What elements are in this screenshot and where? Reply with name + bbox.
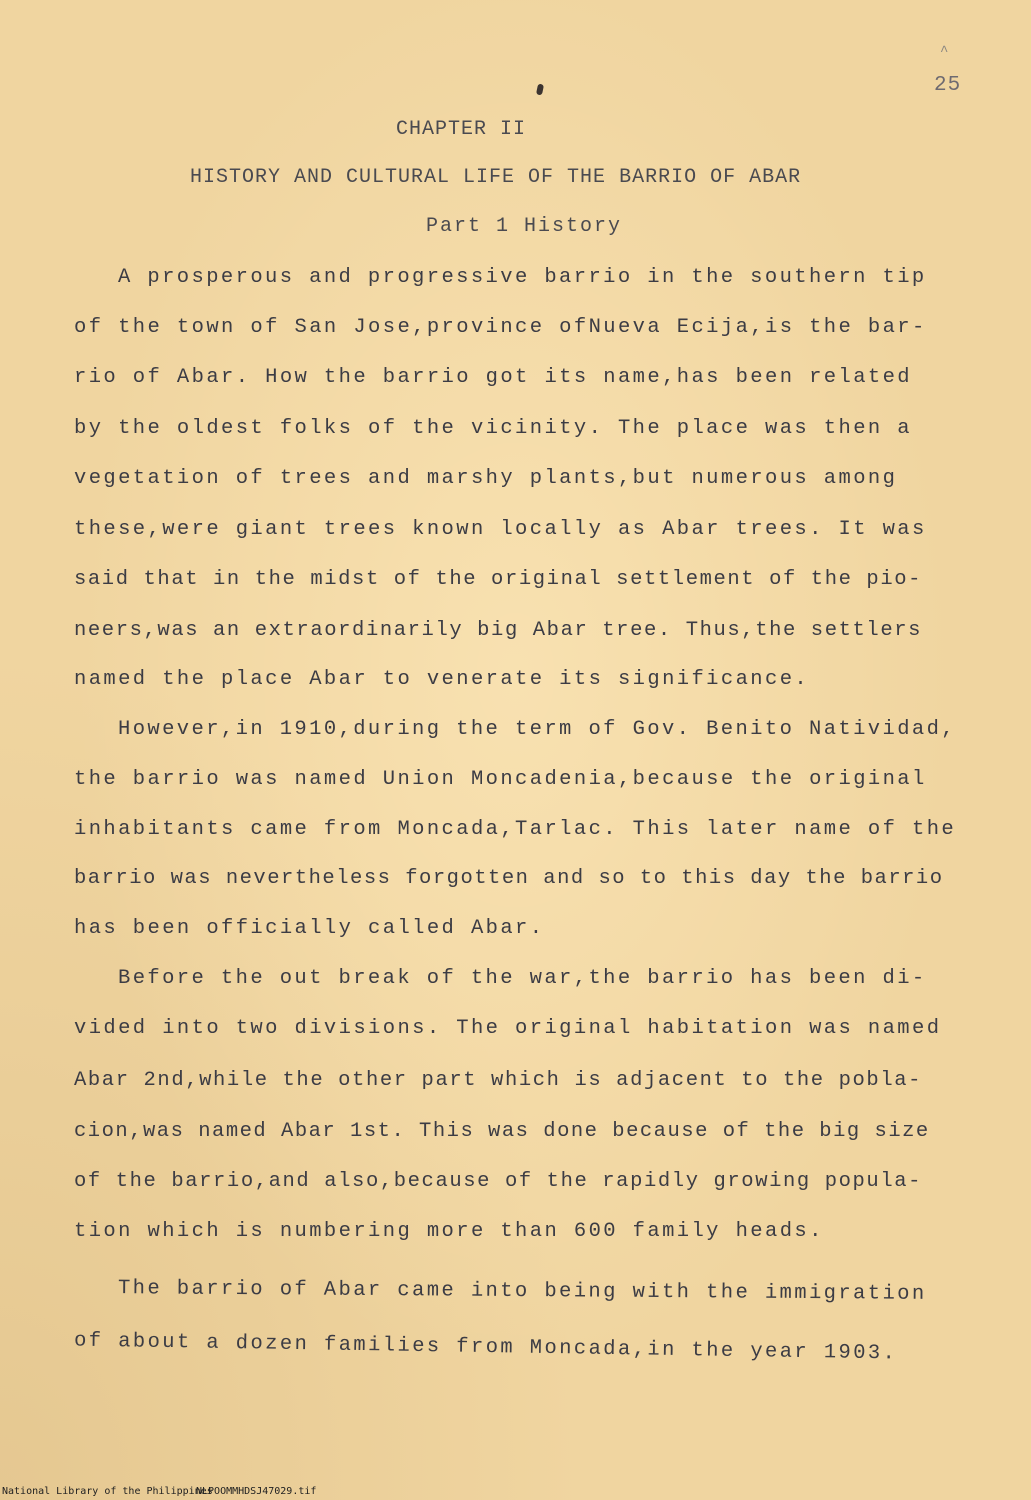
text-line: the barrio was named Union Moncadenia,because the original xyxy=(74,768,927,791)
text-line: of the barrio,and also,because of the rapidly growing popula- xyxy=(74,1170,923,1193)
text-line: of the town of San Jose,province ofNueva Ecija,is the bar- xyxy=(74,316,927,339)
page-number: 25 xyxy=(934,74,962,97)
text-line: tion which is numbering more than 600 family heads. xyxy=(74,1220,824,1243)
text-line: by the oldest folks of the vicinity. The place was then a xyxy=(74,417,913,440)
text-line: A prosperous and progressive barrio in the southern tip xyxy=(118,266,927,289)
footer-library-name: National Library of the Philippines xyxy=(2,1486,213,1497)
text-line: neers,was an extraordinarily big Abar tree. Thus,the settlers xyxy=(74,619,923,642)
text-line: of about a dozen families from Moncada,in the year 1903. xyxy=(73,1329,898,1366)
chapter-heading: CHAPTER II xyxy=(396,118,527,141)
text-line: cion,was named Abar 1st. This was done because of the big size xyxy=(74,1120,930,1143)
document-title: HISTORY AND CULTURAL LIFE OF THE BARRIO OF ABAR xyxy=(190,166,802,189)
text-line: vegetation of trees and marshy plants,but numerous among xyxy=(74,467,898,490)
text-line: these,were giant trees known locally as Abar trees. It was xyxy=(74,518,927,541)
text-line: vided into two divisions. The original habitation was named xyxy=(74,1017,942,1040)
text-line: rio of Abar. How the barrio got its name,has been related xyxy=(74,366,913,389)
text-line: The barrio of Abar came into being with the immigration xyxy=(117,1277,927,1306)
text-line: Before the out break of the war,the barrio has been di- xyxy=(118,967,927,990)
text-line: said that in the midst of the original settlement of the pio- xyxy=(74,568,923,591)
page-corner-mark: ^ xyxy=(940,44,949,60)
footer-file-name: NLPOOMMHDSJ47029.tif xyxy=(196,1486,317,1497)
ink-spot xyxy=(536,83,544,95)
part-heading: Part 1 History xyxy=(426,215,623,238)
text-line: named the place Abar to venerate its significance. xyxy=(74,668,810,691)
text-line: barrio was nevertheless forgotten and so to this day the barrio xyxy=(74,867,944,890)
text-line: inhabitants came from Moncada,Tarlac. This later name of the xyxy=(74,818,957,841)
text-line: Abar 2nd,while the other part which is adjacent to the pobla- xyxy=(74,1069,923,1092)
text-line: has been officially called Abar. xyxy=(74,917,545,940)
text-line: However,in 1910,during the term of Gov. Benito Natividad, xyxy=(118,718,957,741)
